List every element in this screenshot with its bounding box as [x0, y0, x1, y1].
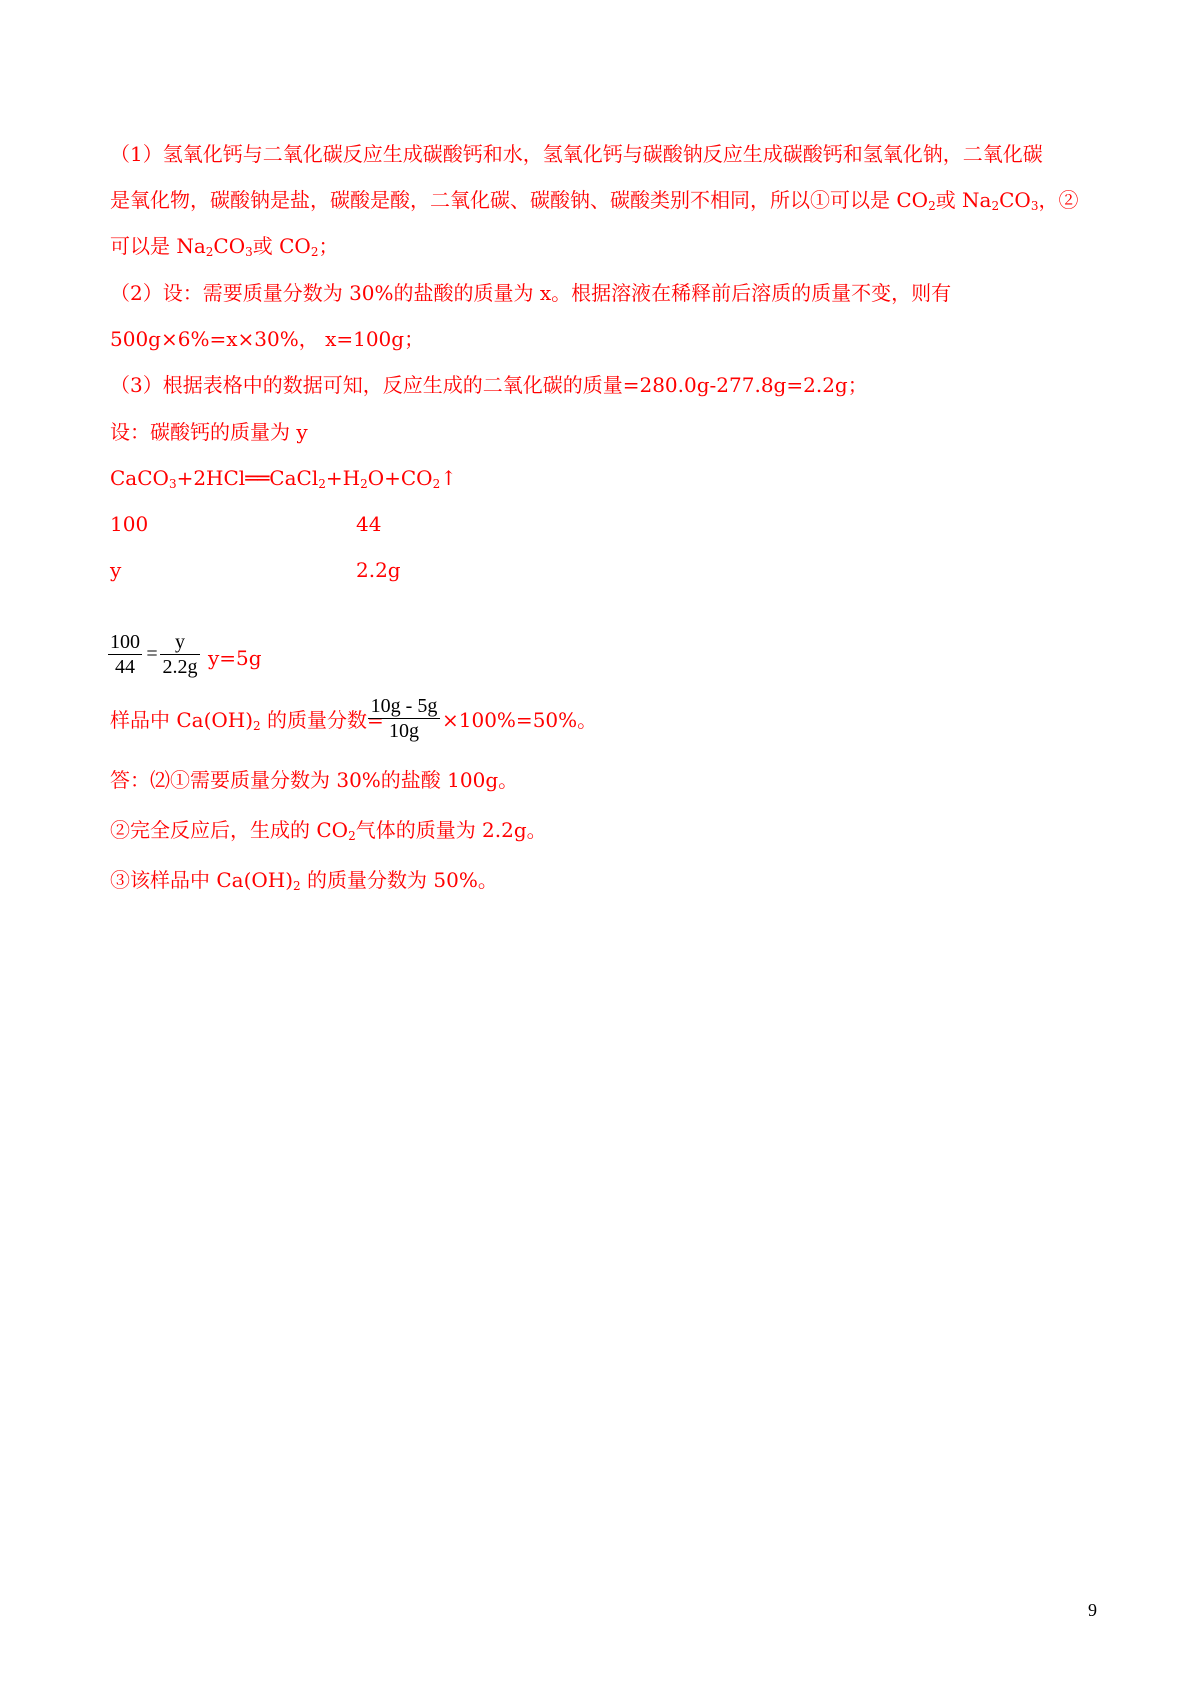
part1-line2-text-d: ，②: [1038, 188, 1079, 212]
fraction-mass: [368, 694, 440, 743]
subscript: 2: [348, 829, 356, 843]
answer-line3-text-b: 的质量分数为 50%。: [300, 868, 498, 892]
part1-line2-text-c: CO: [999, 188, 1031, 212]
fraction-numerator: 10g - 5g: [370, 695, 438, 717]
mass-fraction-text-b: 的质量分数=: [260, 708, 384, 732]
answer-line2-text-a: ②完全反应后，生成的 CO: [110, 818, 349, 842]
result-y: y=5g: [208, 646, 262, 670]
subscript: 2: [205, 245, 214, 259]
mass-fraction-text-a: 样品中 Ca(OH): [110, 708, 254, 732]
subscript: 2: [432, 477, 441, 491]
part1-line3-text-b: CO: [213, 234, 246, 258]
page-number: 9: [1088, 1600, 1097, 1620]
subscript: 3: [245, 245, 253, 259]
part1-line2-text-b: 或 Na: [935, 188, 992, 212]
equation-part-a: CaCO: [110, 466, 169, 490]
ratio-row2-left: y: [110, 558, 122, 582]
part1-line3: [110, 232, 338, 260]
part1-line3-text-a: 可以是 Na: [110, 234, 206, 258]
answer-line1: 答：⑵①需要质量分数为 30%的盐酸 100g。: [110, 768, 519, 792]
part2-line1: （2）设：需要质量分数为 30%的盐酸的质量为 x。根据溶液在稀释前后溶质的质量不变，则有: [110, 281, 952, 305]
subscript: 2: [253, 719, 261, 733]
fraction-100-over-44: [108, 630, 142, 679]
up-arrow-icon: ↑: [440, 466, 457, 490]
chemical-equation: [110, 464, 457, 492]
answer-line2-text-b: 气体的质量为 2.2g。: [355, 818, 547, 842]
subscript: 2: [991, 199, 1000, 213]
subscript: 2: [928, 199, 936, 213]
part2-line2: 500g×6%=x×30%， x=100g；: [110, 327, 425, 351]
ratio-row1-left: 100: [110, 512, 149, 536]
answer-line3-text-a: ③该样品中 Ca(OH): [110, 868, 294, 892]
subscript: 2: [293, 879, 301, 893]
fraction-denominator: 10g: [389, 720, 419, 742]
equation-part-b: +2HCl══CaCl: [176, 466, 319, 490]
part1-line1: （1）氢氧化钙与二氧化碳反应生成碳酸钙和水，氢氧化钙与碳酸钠反应生成碳酸钙和氢氧化钠，二氧化碳: [110, 142, 1043, 166]
subscript: 3: [168, 477, 177, 491]
subscript: 3: [1030, 199, 1039, 213]
part1-line2-text-a: 是氧化物，碳酸钠是盐，碳酸是酸，二氧化碳、碳酸钠、碳酸类别不相同，所以①可以是 CO: [110, 188, 929, 212]
fraction-denominator: 44: [115, 656, 135, 678]
mass-fraction-result: ×100%=50%。: [442, 708, 598, 732]
equation-part-d: O+CO: [367, 466, 433, 490]
ratio-row2-right: 2.2g: [356, 558, 401, 582]
part3-line1: （3）根据表格中的数据可知，反应生成的二氧化碳的质量=280.0g-277.8g=2.2g；: [110, 373, 868, 397]
subscript: 2: [310, 245, 319, 259]
part1-line3-text-d: ；: [318, 234, 339, 258]
fraction-numerator: 100: [110, 631, 140, 653]
subscript: 2: [318, 477, 326, 491]
answer-line3: [110, 866, 498, 894]
answer-line2: [110, 816, 547, 844]
fraction-y-over-2.2g: [160, 630, 200, 679]
equation-part-c: +H: [325, 466, 361, 490]
part3-line2: 设：碳酸钙的质量为 y: [110, 420, 308, 444]
subscript: 2: [360, 477, 368, 491]
fraction-numerator: y: [175, 631, 185, 653]
mass-fraction-line: [110, 706, 384, 734]
equals-sign: =: [146, 643, 158, 665]
part1-line3-text-c: 或 CO: [252, 234, 311, 258]
part1-line2: [110, 186, 1078, 214]
ratio-row1-right: 44: [356, 512, 382, 536]
fraction-denominator: 2.2g: [162, 656, 198, 678]
